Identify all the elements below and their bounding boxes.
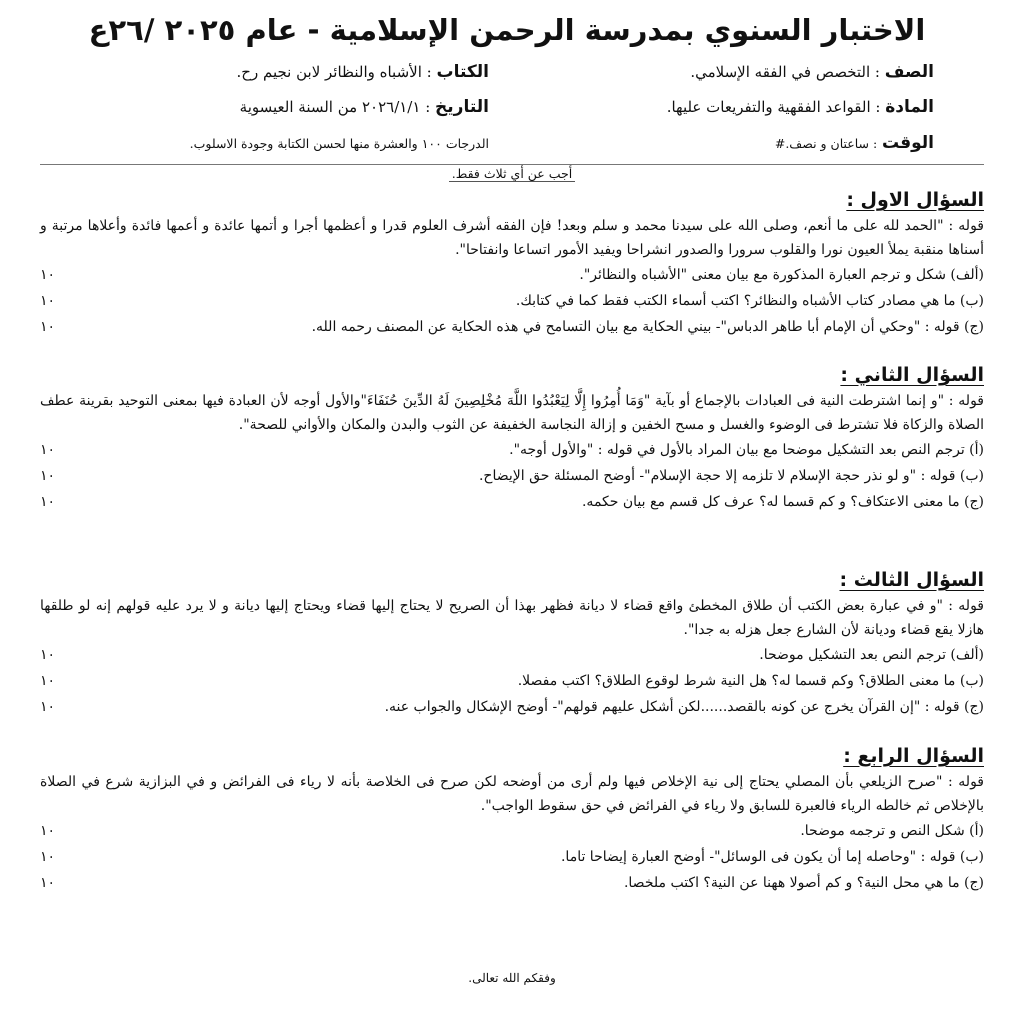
question-1-item-b	[40, 288, 984, 314]
item-mark: ١٠	[40, 647, 56, 663]
item-mark: ١٠	[40, 494, 56, 510]
item-text: (ج) ما هي محل النية؟ و كم أصولا ههنا عن النية؟ اكتب ملخصا.	[623, 875, 984, 891]
item-mark: ١٠	[40, 267, 56, 283]
book-value: : الأشباه والنظائر لابن نجيم رح.	[236, 63, 432, 81]
question-2-item-c	[40, 489, 984, 515]
question-3-item-a	[40, 642, 984, 668]
item-text: (ج) قوله : "إن القرآن يخرج عن كونه بالقصد......لكن أشكل عليهم قولهم"- أوضح الإشكال والجواب عنه.	[384, 699, 984, 715]
class-value: : التخصص في الفقه الإسلامي.	[690, 63, 880, 81]
item-mark: ١٠	[40, 673, 56, 689]
meta-row-2	[0, 92, 1024, 122]
date-field	[240, 92, 489, 122]
meta-row-3	[0, 128, 1024, 158]
question-2-item-a	[40, 437, 984, 463]
question-1-passage: قوله : "الحمد لله على ما أنعم، وصلى الله على سيدنا محمد و سلم وبعد! فإن الفقه أشرف العلوم قدرا و أعظمها أجرا و أتمها عائدة و أعمها فائدة وأعلاها مرتبة و أسناها منقبة يملأ العيون نورا والقلوب سرورا والصدور انشراحا ويفيد الأمور اتساعا وانفتاحا".	[40, 218, 984, 258]
question-1-heading: السؤال الاول :	[846, 189, 984, 211]
instruction-line	[0, 165, 1024, 183]
item-mark: ١٠	[40, 849, 56, 865]
item-mark: ١٠	[40, 319, 56, 335]
item-text: (ب) ما معنى الطلاق؟ وكم قسما له؟ هل النية شرط لوقوع الطلاق؟ اكتب مفصلا.	[517, 673, 984, 689]
meta-row-1	[0, 57, 1024, 87]
question-4-item-b	[40, 844, 984, 870]
question-2-passage: قوله : "و إنما اشترطت النية فى العبادات بالإجماع أو بآية "وَمَا أُمِرُوا إِلَّا لِيَعْبُدُوا اللَّهَ مُخْلِصِينَ لَهُ الدِّينَ حُنَفَاءَ"والأول أوجه لأن العبادة فيها بمعنى التوحيد بقرينة عطف الصلاة والزكاة فلا تشترط فى الوضوء والغسل و مسح الخفين و إزالة النجاسة الخفيفة عن الثوب والبدن والمكان والأواني للصحة".	[40, 393, 984, 433]
class-label: الصف	[884, 62, 934, 82]
question-3-item-b	[40, 668, 984, 694]
item-text: (ج) ما معنى الاعتكاف؟ و كم قسما له؟ عرف كل قسم مع بيان حكمه.	[581, 494, 984, 510]
time-field	[775, 128, 934, 159]
subject-field	[667, 92, 934, 122]
marks-note: الدرجات ١٠٠ والعشرة منها لحسن الكتابة وجودة الاسلوب.	[189, 136, 489, 151]
question-3-passage: قوله : "و في عبارة بعض الكتب أن طلاق المخطئ واقع قضاء لا ديانة فظهر بهذا أن الصريح لا يحتاج إليها قضاء ويحتاج إليها ديانة و لا يرد عليه قولهم إنه لو طلقها هازلا يقع قضاء وديانة لأن الشارع جعل هزله به جدا".	[40, 598, 984, 638]
question-4-item-a	[40, 818, 984, 844]
question-2	[40, 361, 984, 515]
question-4	[40, 742, 984, 896]
item-text: (ألف) ترجم النص بعد التشكيل موضحا.	[759, 647, 984, 663]
time-value: : ساعتان و نصف.#	[774, 136, 878, 151]
item-text: (ب) قوله : "و لو نذر حجة الإسلام لا تلزمه إلا حجة الإسلام"- أوضح المسئلة حق الإيضاح.	[478, 468, 984, 484]
question-1-item-a	[40, 262, 984, 288]
instruction-text: أجب عن أي ثلاث فقط.	[449, 166, 575, 182]
item-text: (ألف) شكل و ترجم العبارة المذكورة مع بيان معنى "الأشباه والنظائر".	[579, 267, 984, 283]
exam-title: الاختبار السنوي بمدرسة الرحمن الإسلامية - عام ٢٠٢٥ /٢٦ع	[88, 13, 926, 47]
item-text: (ج) قوله : "وحكي أن الإمام أبا طاهر الدباس"- بيني الحكاية مع بيان التسامح في هذه الحكاية عن المصنف رحمه الله.	[311, 319, 984, 335]
question-4-heading: السؤال الرابع :	[843, 745, 984, 767]
subject-value: : القواعد الفقهية والتفريعات عليها.	[666, 98, 881, 116]
item-text: (أ) شكل النص و ترجمه موضحا.	[800, 823, 984, 839]
book-field	[237, 57, 489, 87]
question-3	[40, 566, 984, 720]
question-1	[40, 186, 984, 340]
question-2-heading: السؤال الثاني :	[840, 364, 984, 386]
date-value: : ٢٠٢٦/١/١ من السنة العيسوية	[239, 98, 431, 116]
item-text: (ب) ما هي مصادر كتاب الأشباه والنظائر؟ اكتب أسماء الكتب فقط كما في كتابك.	[515, 293, 984, 309]
question-4-item-c	[40, 870, 984, 896]
book-label: الكتاب	[436, 62, 489, 82]
item-mark: ١٠	[40, 293, 56, 309]
item-mark: ١٠	[40, 699, 56, 715]
class-field	[690, 57, 934, 87]
question-2-item-b	[40, 463, 984, 489]
item-mark: ١٠	[40, 442, 56, 458]
question-4-passage: قوله : "صرح الزيلعي بأن المصلي يحتاج إلى نية الإخلاص فيها ولم أرى من أوضحه لكن صرح فى الخلاصة بأنه لا رياء فى الفرائض و في البزازية شرع في الصلاة بالإخلاص ثم خالطه الرياء فالعبرة للسابق ولا رياء في الفرائض في حق سقوط الواجب".	[40, 774, 984, 814]
question-3-item-c	[40, 694, 984, 720]
question-3-heading: السؤال الثالث :	[839, 569, 984, 591]
item-mark: ١٠	[40, 875, 56, 891]
time-label: الوقت	[882, 133, 934, 153]
item-mark: ١٠	[40, 468, 56, 484]
question-1-item-c	[40, 314, 984, 340]
subject-label: المادة	[885, 97, 934, 117]
closing-blessing: وفقكم الله تعالى.	[468, 971, 556, 985]
date-label: التاريخ	[435, 97, 489, 117]
item-mark: ١٠	[40, 823, 56, 839]
marks-note-field	[190, 128, 489, 159]
item-text: (ب) قوله : "وحاصله إما أن يكون فى الوسائل"- أوضح العبارة إيضاحا تاما.	[560, 849, 984, 865]
item-text: (أ) ترجم النص بعد التشكيل موضحا مع بيان المراد بالأول في قوله : "والأول أوجه".	[509, 442, 984, 458]
